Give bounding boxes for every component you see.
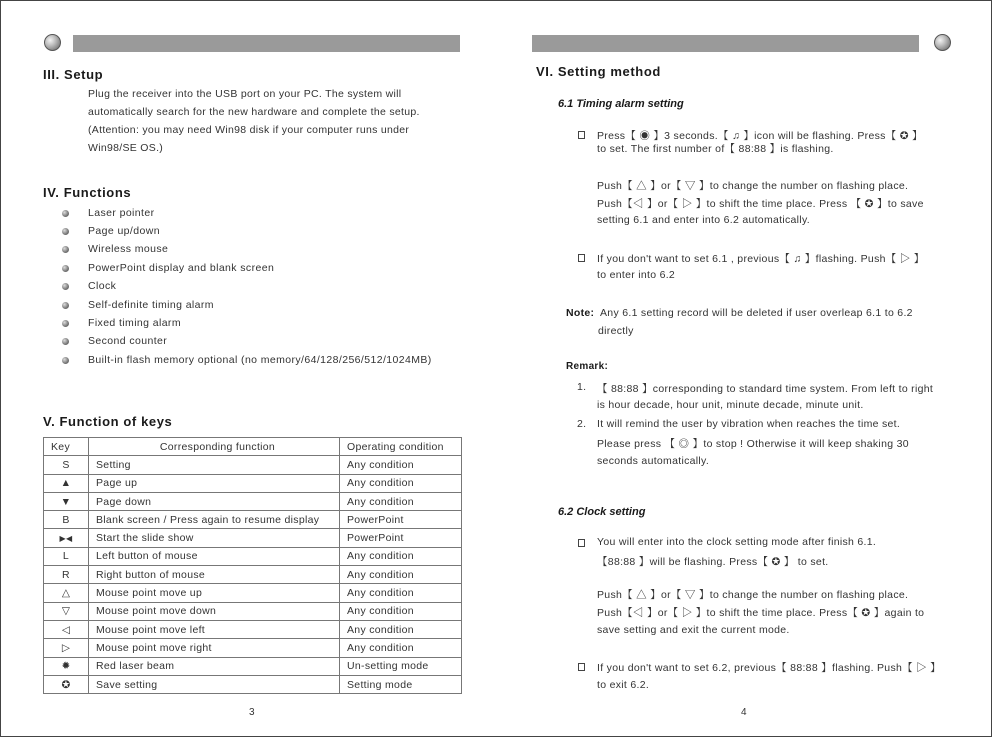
table-row [44,657,462,675]
laser-icon: ✹ [44,657,89,675]
clock-step-2-line-2: to exit 6.2. [597,679,650,691]
key-condition: Any condition [340,547,462,565]
bullet-icon [62,302,69,309]
key-condition: Any condition [340,566,462,584]
save-icon: ✪ [44,675,89,693]
header-bar-left [73,35,460,52]
table-row [44,675,462,693]
timing-step-2-line-1: If you don't want to set 6.1 , previous【 ♫ 】flashing. Push【 ▷ 】 [597,253,925,265]
table-row [44,639,462,657]
note-line-1: Any 6.1 setting record will be deleted if user overleap 6.1 to 6.2 [600,307,913,319]
table-header-row [44,438,462,456]
key-condition: Setting mode [340,675,462,693]
key-function: Start the slide show [89,529,340,547]
key-condition: Any condition [340,474,462,492]
bullet-icon [62,210,69,217]
table-row [44,456,462,474]
timing-push-line-3: setting 6.1 and enter into 6.2 automatically. [597,214,810,226]
key-function: Mouse point move down [89,602,340,620]
key-condition: Any condition [340,620,462,638]
column-header: Key [44,438,89,456]
timing-alarm-subtitle: 6.1 Timing alarm setting [558,98,684,110]
timing-step-2-line-2: to enter into 6.2 [597,269,676,281]
timing-push-line-1: Push【 △ 】or【 ▽ 】to change the number on flashing place. [597,180,909,192]
bullet-icon [62,283,69,290]
table-row [44,566,462,584]
remark-2-line-3: seconds automatically. [597,455,710,467]
bullet-icon [62,357,69,364]
key-condition: PowerPoint [340,529,462,547]
key-function: Save setting [89,675,340,693]
key-function: Page up [89,474,340,492]
remark-1-line-2: is hour decade, hour unit, minute decade, minute unit. [597,399,864,411]
column-header: Operating condition [340,438,462,456]
keys-table [43,437,462,694]
bullet-icon [62,338,69,345]
key-function: Setting [89,456,340,474]
checkbox-bullet-icon [578,131,585,139]
clock-push-line-3: save setting and exit the current mode. [597,624,790,636]
functions-title: IV. Functions [43,185,132,200]
bullet-icon [62,246,69,253]
key-b: B [44,511,89,529]
table-row [44,620,462,638]
bullet-icon [62,228,69,235]
table-row [44,602,462,620]
table-row [44,547,462,565]
setup-line-2: automatically search for the new hardware and complete the setup. [88,106,420,118]
setting-method-title: VI. Setting method [536,64,661,79]
header-ornament-right [934,34,951,51]
arrow-left-icon: ◁ [44,620,89,638]
clock-push-line-2: Push【◁ 】or【 ▷ 】to shift the time place. Press【 ✪ 】again to [597,607,925,619]
page-number-right: 4 [741,707,747,718]
key-function: Mouse point move left [89,620,340,638]
table-row [44,474,462,492]
key-condition: Any condition [340,602,462,620]
key-function: Left button of mouse [89,547,340,565]
remark-2-line-2: Please press 【 ◎ 】to stop ! Otherwise it will keep shaking 30 [597,438,909,450]
table-row [44,529,462,547]
checkbox-bullet-icon [578,254,585,262]
header-ornament-left [44,34,61,51]
header-bar-right [532,35,919,52]
page-number-left: 3 [249,707,255,718]
clock-step-1-line-2: 【88:88 】will be flashing. Press【 ✪ 】 to set. [597,556,829,568]
column-header: Corresponding function [89,438,340,456]
clock-setting-subtitle: 6.2 Clock setting [558,506,646,518]
key-condition: PowerPoint [340,511,462,529]
clock-step-2-line-1: If you don't want to set 6.2, previous【 88:88 】flashing. Push【 ▷ 】 [597,662,941,674]
remark-2-line-1: It will remind the user by vibration when reaches the time set. [597,418,901,430]
table-row [44,511,462,529]
timing-step-1-line-1: Press【 ◉ 】3 seconds.【 ♫ 】icon will be flashing. Press【 ✪ 】 [597,130,923,142]
timing-push-line-2: Push【◁ 】or【 ▷ 】to shift the time place. Press 【 ✪ 】to save [597,198,924,210]
setup-line-1: Plug the receiver into the USB port on your PC. The system will [88,88,402,100]
key-condition: Any condition [340,584,462,602]
clock-push-line-1: Push【 △ 】or【 ▽ 】to change the number on flashing place. [597,589,909,601]
key-function: Page down [89,492,340,510]
arrow-right-icon: ▷ [44,639,89,657]
key-l: L [44,547,89,565]
slideshow-icon: ▶◀ [44,529,89,547]
arrow-down-icon: ▽ [44,602,89,620]
keys-title: V. Function of keys [43,414,173,429]
key-function: Blank screen / Press again to resume display [89,511,340,529]
bullet-icon [62,265,69,272]
arrow-up-icon: △ [44,584,89,602]
setup-line-3: (Attention: you may need Win98 disk if your computer runs under [88,124,410,136]
table-row [44,492,462,510]
checkbox-bullet-icon [578,663,585,671]
remark-1-line-1: 【 88:88 】corresponding to standard time system. From left to right [597,383,934,395]
remark-number: 2. [577,418,587,430]
setup-title: III. Setup [43,67,104,82]
setup-line-4: Win98/SE OS.) [88,142,164,154]
bullet-icon [62,320,69,327]
key-s: S [44,456,89,474]
key-condition: Any condition [340,492,462,510]
remark-label: Remark: [566,361,609,372]
key-condition: Any condition [340,639,462,657]
page-up-icon: ▲ [44,474,89,492]
table-row [44,584,462,602]
key-function: Right button of mouse [89,566,340,584]
clock-step-1-line-1: You will enter into the clock setting mode after finish 6.1. [597,536,877,548]
key-function: Mouse point move right [89,639,340,657]
checkbox-bullet-icon [578,539,585,547]
remark-number: 1. [577,381,587,393]
key-function: Red laser beam [89,657,340,675]
timing-step-1-line-2: to set. The first number of【 88:88 】is flashing. [597,143,834,155]
key-r: R [44,566,89,584]
key-function: Mouse point move up [89,584,340,602]
page-down-icon: ▼ [44,492,89,510]
note-line-2: directly [598,325,634,337]
key-condition: Any condition [340,456,462,474]
key-condition: Un-setting mode [340,657,462,675]
note-label: Note: [566,307,595,319]
